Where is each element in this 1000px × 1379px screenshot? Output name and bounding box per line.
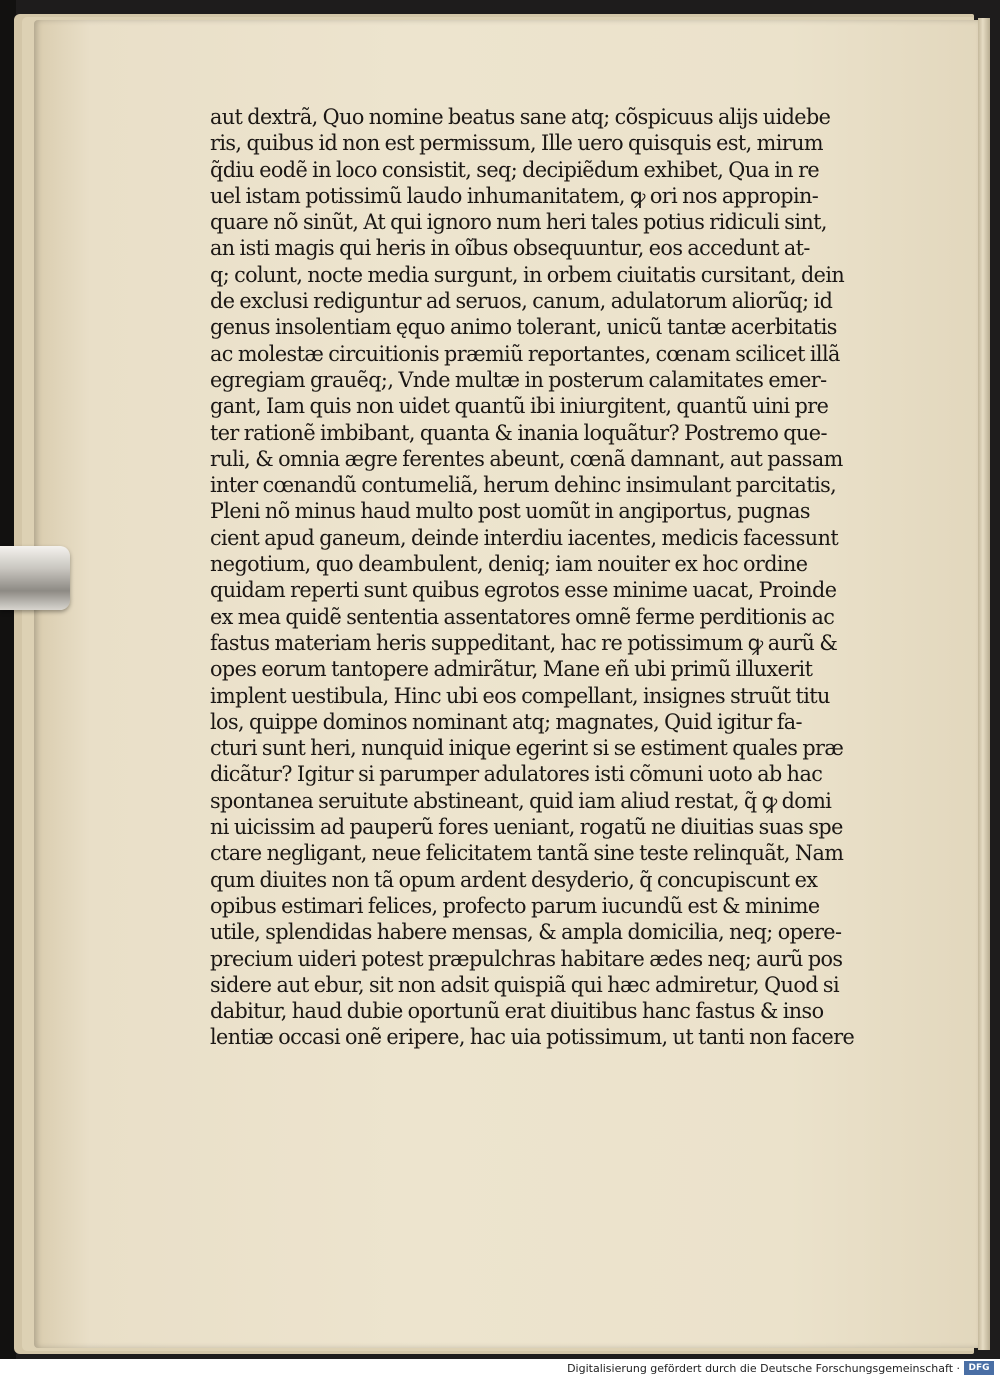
text-line: uel istam potissimũ laudo inhumanitatem, ꝙ ori nos appropin-: [210, 183, 819, 208]
text-line: quare nõ sinũt, At qui ignoro num heri tales potius ridiculi sint,: [210, 210, 827, 235]
dfg-logo-icon: DFG: [964, 1361, 994, 1375]
page-holder-clip: [0, 546, 70, 610]
text-line: de exclusi rediguntur ad seruos, canum, adulatorum aliorũq; id: [210, 289, 833, 314]
text-line: fastus materiam heris suppeditant, hac re potissimum ꝙ aurũ &: [210, 630, 838, 655]
text-line: implent uestibula, Hinc ubi eos compellant, insignes struũt titu: [210, 683, 830, 708]
text-line: cient apud ganeum, deinde interdiu iacentes, medicis facessunt: [210, 525, 839, 550]
text-line: aut dextrã, Quo nomine beatus sane atq; cõspicuus alijs uidebe: [210, 105, 831, 129]
text-line: quidam reperti sunt quibus egrotos esse minime uacat, Proinde: [210, 578, 837, 603]
text-line: dicãtur? Igitur si parumper adulatores isti cõmuni uoto ab hac: [210, 762, 823, 787]
text-line: sidere aut ebur, sit non adsit quispiã qui hæc admiretur, Quod si: [210, 972, 840, 997]
text-line: an isti magis qui heris in oĩbus obsequuntur, eos accedunt at-: [210, 236, 810, 261]
text-line: precium uideri potest præpulchras habitare ædes neq; aurũ pos: [210, 946, 843, 971]
text-line: qum diuites non tã opum ardent desyderio, q̃ concupiscunt ex: [210, 867, 818, 892]
page-right-edge: [978, 18, 990, 1350]
footer-credit: Digitalisierung gefördert durch die Deutsche Forschungsgemeinschaft ·: [567, 1362, 960, 1375]
text-line: q; colunt, nocte media surgunt, in orbem ciuitatis cursitant, dein: [210, 262, 845, 287]
text-line: negotium, quo deambulent, deniq; iam nouiter ex hoc ordine: [210, 552, 808, 577]
text-line: opibus estimari felices, profecto parum iucundũ est & minime: [210, 893, 820, 918]
text-line: ctare negligant, neue felicitatem tantã sine teste relinquãt, Nam: [210, 841, 844, 866]
text-line: spontanea seruitute abstineant, quid iam aliud restat, q̃ ꝙ domi: [210, 788, 832, 813]
text-line: ris, quibus id non est permissum, Ille uero quisquis est, mirum: [210, 131, 823, 156]
text-line: ni uicissim ad pauperũ fores ueniant, rogatũ ne diuitias suas spe: [210, 815, 843, 840]
text-line: egregiam grauẽq;, Vnde multæ in posterum calamitates emer-: [210, 367, 827, 392]
text-line: ter rationẽ imbibant, quanta & inania loquãtur? Postremo que-: [210, 420, 827, 445]
text-line: ruli, & omnia ægre ferentes abeunt, cœnã damnant, aut passam: [210, 446, 843, 471]
text-line: cturi sunt heri, nunquid inique egerint si se estiment quales præ: [210, 736, 844, 761]
page-text-block: [210, 104, 890, 1051]
text-line: q̃diu eodẽ in loco consistit, seq; decipiẽdum exhibet, Qua in re: [210, 157, 820, 182]
text-line: dabitur, haud dubie oportunũ erat diuitibus hanc fastus & inso: [210, 999, 824, 1024]
text-line: lentiæ occasi onẽ eripere, hac uia potissimum, ut tanti non facere: [210, 1025, 855, 1050]
text-line: inter cœnandũ contumeliã, herum dehinc insimulant parcitatis,: [210, 473, 837, 498]
text-line: ex mea quidẽ sententia assentatores omnẽ ferme perditionis ac: [210, 604, 835, 629]
text-line: gant, Iam quis non uidet quantũ ibi iniurgitent, quantũ uini pre: [210, 394, 829, 419]
text-line: genus insolentiam ęquo animo tolerant, unicũ tantæ acerbitatis: [210, 315, 837, 340]
text-line: opes eorum tantopere admirãtur, Mane eñ ubi primũ illuxerit: [210, 657, 813, 682]
text-line: los, quippe dominos nominant atq; magnates, Quid igitur fa-: [210, 709, 802, 734]
text-line: ac molestæ circuitionis præmiũ reportantes, cœnam scilicet illã: [210, 341, 840, 366]
text-line: utile, splendidas habere mensas, & ampla domicilia, neq; opere-: [210, 920, 842, 945]
text-line: Pleni nõ minus haud multo post uomũt in angiportus, pugnas: [210, 499, 810, 524]
